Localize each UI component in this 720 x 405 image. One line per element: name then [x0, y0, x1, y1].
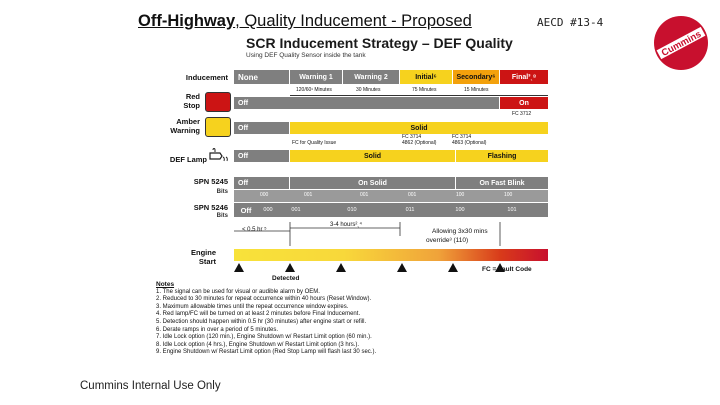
spn5246-bit-0: 000	[263, 207, 273, 213]
inducement-final: Final³ˎ⁸	[500, 70, 548, 84]
spn5245-bit-4: 100	[456, 192, 465, 198]
label-def-lamp: DEF Lamp	[169, 155, 207, 164]
spn5245-bit-3: 001	[408, 192, 417, 198]
label-spn5246: SPN 5246	[193, 203, 228, 212]
spn5246-bit-2: 010	[347, 207, 357, 213]
note-item: 1. The signal can be used for visual or audible alarm by OEM.	[156, 288, 320, 295]
time-4: 15 Minutes	[464, 87, 489, 93]
label-engine-start: Engine Start	[190, 248, 216, 266]
notes-block	[156, 281, 456, 357]
spn5245-on-fast-blink: On Fast Blink	[456, 177, 548, 189]
amber-row	[234, 122, 548, 134]
amber-solid: Solid	[290, 122, 548, 134]
note-item: 9. Engine Shutdown w/ Restart Limit option (Red Stop Lamp will flash last 30 sec.).	[156, 349, 377, 356]
inducement-initial: Initial⁶	[400, 70, 452, 84]
timing-short: < 0.5 hr ⁵	[242, 227, 267, 233]
note-item: 7. Idle Lock option (120 min.), Engine Shutdown w/ Restart Limit option (60 min.).	[156, 334, 372, 341]
note-item: 8. Idle Lock option (4 hrs.), Engine Shutdown w/ Restart Limit option (3 hrs.).	[156, 341, 360, 348]
def-solid: Solid	[290, 150, 455, 162]
label-inducement: Inducement	[185, 73, 228, 82]
red-fc: FC 3712	[512, 111, 532, 117]
def-lamp-row	[234, 150, 548, 162]
amber-off: Off	[234, 122, 289, 134]
def-flashing: Flashing	[456, 150, 548, 162]
amber-fc-2: FC 3714 4863 (Optional)	[452, 134, 487, 146]
timing-override: override³ (110)	[426, 237, 469, 244]
timing-long: 3-4 hours²ˎ⁴	[330, 222, 362, 228]
label-bits-1: Bits	[216, 189, 228, 195]
spn5246-bit-3: 011	[405, 207, 415, 213]
timing-row	[234, 222, 548, 248]
event-detected: Detected	[272, 275, 300, 282]
time-row	[290, 85, 548, 96]
note-item: 6. Derate ramps in over a period of 5 minutes.	[156, 326, 279, 333]
red-off: Off	[234, 97, 499, 109]
spn5246-bit-5: 101	[507, 207, 517, 213]
spn5245-bit-2: 001	[360, 192, 369, 198]
logo-text: Cummins	[659, 28, 704, 59]
note-item: 3. Maximum allowable times until the repeat occurrence window expires.	[156, 303, 349, 310]
amber-fc-1: FC 3714 4862 (Optional)	[402, 134, 437, 146]
diagram-subtitle: Using DEF Quality Sensor inside the tank	[246, 52, 366, 59]
spn5246-bit-4: 100	[455, 207, 465, 213]
event-fc-legend: FC = Fault Code	[482, 266, 532, 273]
spn5246-row	[234, 203, 548, 217]
cummins-logo	[652, 14, 710, 72]
footer-note: Cummins Internal Use Only	[80, 380, 221, 392]
inducement-row	[234, 70, 548, 84]
spn5245-bit-0: 000	[260, 192, 269, 198]
label-bits-2: Bits	[216, 213, 228, 219]
amber-warning-lamp	[205, 117, 231, 137]
spn5246-bit-1: 001	[291, 207, 301, 213]
inducement-none: None	[234, 70, 289, 84]
spn5245-row	[234, 177, 548, 189]
def-lamp-icon	[208, 147, 230, 163]
note-item: 4. Red lamp/FC will be turned on at least 2 minutes before Final Inducement.	[156, 311, 361, 318]
spn5245-bits-row	[234, 190, 548, 202]
title-bold: Off-Highway	[138, 12, 236, 30]
def-fc-note: FC for Quality Issue	[292, 140, 337, 146]
label-amber-warning: Amber Warning	[170, 117, 200, 135]
inducement-secondary: Secondary⁶	[453, 70, 499, 84]
slide-title	[138, 12, 472, 31]
note-item: 2. Reduced to 30 minutes for repeat occurrence within 40 hours (Reset Window).	[156, 296, 372, 303]
diagram-title: SCR Inducement Strategy – DEF Quality	[246, 35, 513, 51]
spn5245-off: Off	[234, 177, 289, 189]
engine-start-bar	[234, 249, 548, 261]
spn5245-on-solid: On Solid	[290, 177, 455, 189]
def-off: Off	[234, 150, 289, 162]
red-stop-row	[234, 97, 548, 109]
spn5245-bit-1: 001	[304, 192, 313, 198]
red-stop-lamp	[205, 92, 231, 112]
spn5246-off: Off	[240, 205, 252, 215]
time-3: 75 Minutes	[412, 87, 437, 93]
time-1: 120/60¹ Minutes	[296, 87, 332, 93]
red-on: On	[500, 97, 548, 109]
timing-allow: Allowing 3x30 mins	[432, 228, 488, 235]
note-item: 5. Detection should happen within 0.5 hr (30 minutes) after engine start or refill.	[156, 318, 367, 325]
time-2: 30 Minutes	[356, 87, 381, 93]
spn5245-bit-5: 100	[504, 192, 513, 198]
inducement-warning1: Warning 1	[290, 70, 342, 84]
label-red-stop: Red Stop	[183, 92, 200, 110]
notes-title: Notes	[156, 281, 175, 288]
title-rest: , Quality Inducement - Proposed	[235, 12, 472, 30]
label-spn5245: SPN 5245	[193, 177, 228, 186]
aecd-label: AECD #13-4	[537, 16, 604, 29]
inducement-warning2: Warning 2	[343, 70, 399, 84]
